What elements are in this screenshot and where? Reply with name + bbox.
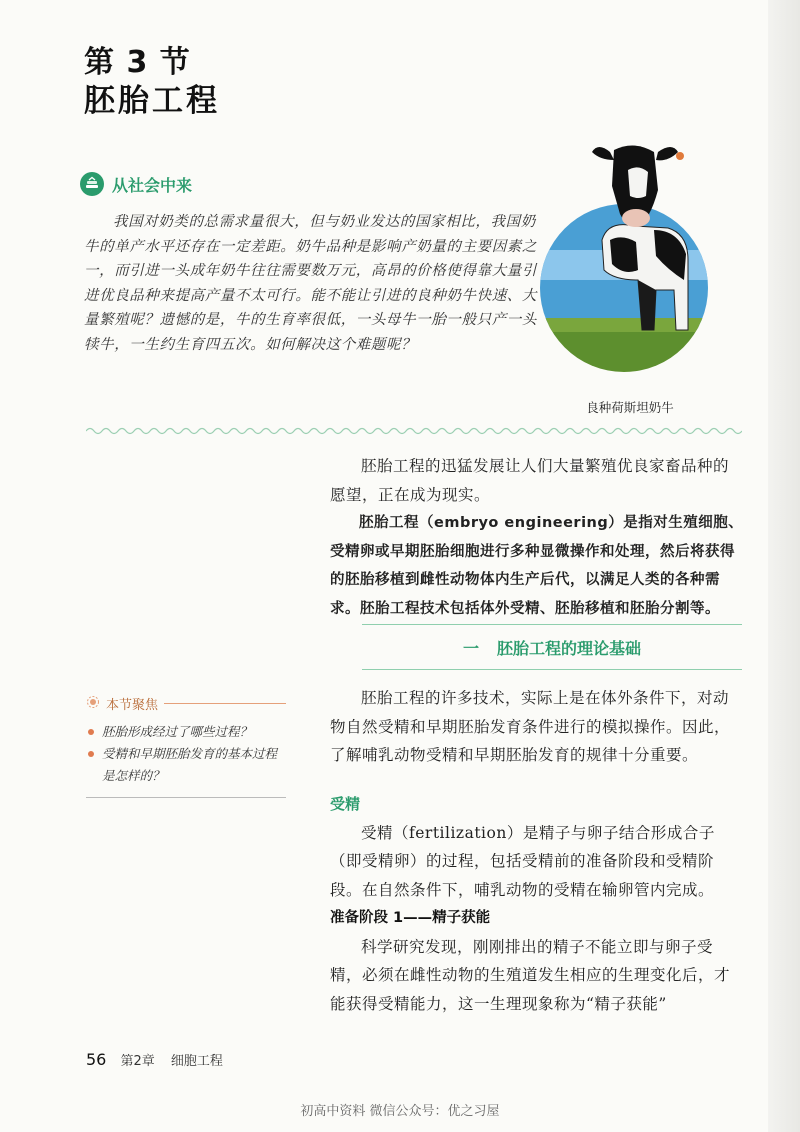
focus-item: 胚胎形成经过了哪些过程？ [86,721,286,743]
chapter-label: 第2章 [120,1054,155,1069]
section-number: 第 3 节 [84,45,191,80]
focus-head [86,694,286,713]
focus-box [86,694,286,798]
wavy-divider [86,424,742,438]
fertilization-block [330,790,744,1018]
section-title: 胚胎工程 [84,82,220,119]
focus-rule [164,703,286,704]
page-footer [86,1050,223,1069]
book-stack-icon [80,172,104,196]
focus-list [86,721,286,787]
page-edge [768,0,800,1132]
subsection-header [362,624,742,670]
society-label-row [80,172,550,196]
society-label: 从社会中来 [112,175,193,195]
intro-block [330,452,744,623]
cow-photo [538,130,710,390]
theory-paragraph: 胚胎工程的许多技术，实际上是在体外条件下，对动物自然受精和早期胚胎发育条件进行的模拟操作。因此，了解哺乳动物受精和早期胚胎发育的规律十分重要。 [330,689,731,764]
section-heading [84,44,220,120]
sun-icon [86,695,100,713]
fertilization-heading: 受精 [330,795,361,813]
society-text: 我国对奶类的总需求量很大，但与奶业发达的国家相比，我国奶牛的单产水平还存在一定差距。奶牛品种是影响产奶量的主要因素之一，而引进一头成年奶牛往往需要数万元，高昂的价格使得靠大量引进优良品种来提高产量不太可行。能不能让引进的良种奶牛快速、大量繁殖呢？遗憾的是，牛的生育率很低，一头母牛一胎一般只产一头犊牛，一生约生育四五次。如何解决这个难题呢？ [84,214,537,353]
fertilization-paragraph-1: 受精（fertilization）是精子与卵子结合形成合子（即受精卵）的过程，包括受精前的准备阶段和受精阶段。在自然条件下，哺乳动物的受精在输卵管内完成。 [330,823,715,899]
subsection-title: 胚胎工程的理论基础 [497,638,642,658]
intro-paragraph-1: 胚胎工程的迅猛发展让人们大量繁殖优良家畜品种的愿望，正在成为现实。 [330,457,730,504]
chapter-title: 细胞工程 [170,1054,223,1069]
watermark-text: 初高中资料 微信公众号：优之习屋 [300,1104,500,1119]
focus-label: 本节聚焦 [106,698,159,713]
intro-paragraph-2: 胚胎工程（embryo engineering）是指对生殖细胞、受精卵或早期胚胎细胞进行多种显微操作和处理，然后将获得的胚胎移植到雌性动物体内生产后代，以满足人类的各种需求。胚胎工程技术包括体外受精、胚胎移植和胚胎分割等。 [330,515,744,617]
society-box [80,172,550,357]
focus-item: 受精和早期胚胎发育的基本过程是怎样的？ [86,743,286,787]
page-number: 56 [86,1050,107,1069]
fertilization-paragraph-2: 科学研究发现，刚刚排出的精子不能立即与卵子受精，必须在雌性动物的生殖道发生相应的生理变化后，才能获得受精能力，这一生理现象称为“精子获能” [330,937,731,1013]
stage-heading: 准备阶段 1——精子获能 [330,910,491,926]
photo-caption: 良种荷斯坦奶牛 [586,400,674,415]
focus-bottom-rule [86,797,286,798]
theory-block [330,684,744,770]
subsection-numeral: 一 [462,638,479,658]
